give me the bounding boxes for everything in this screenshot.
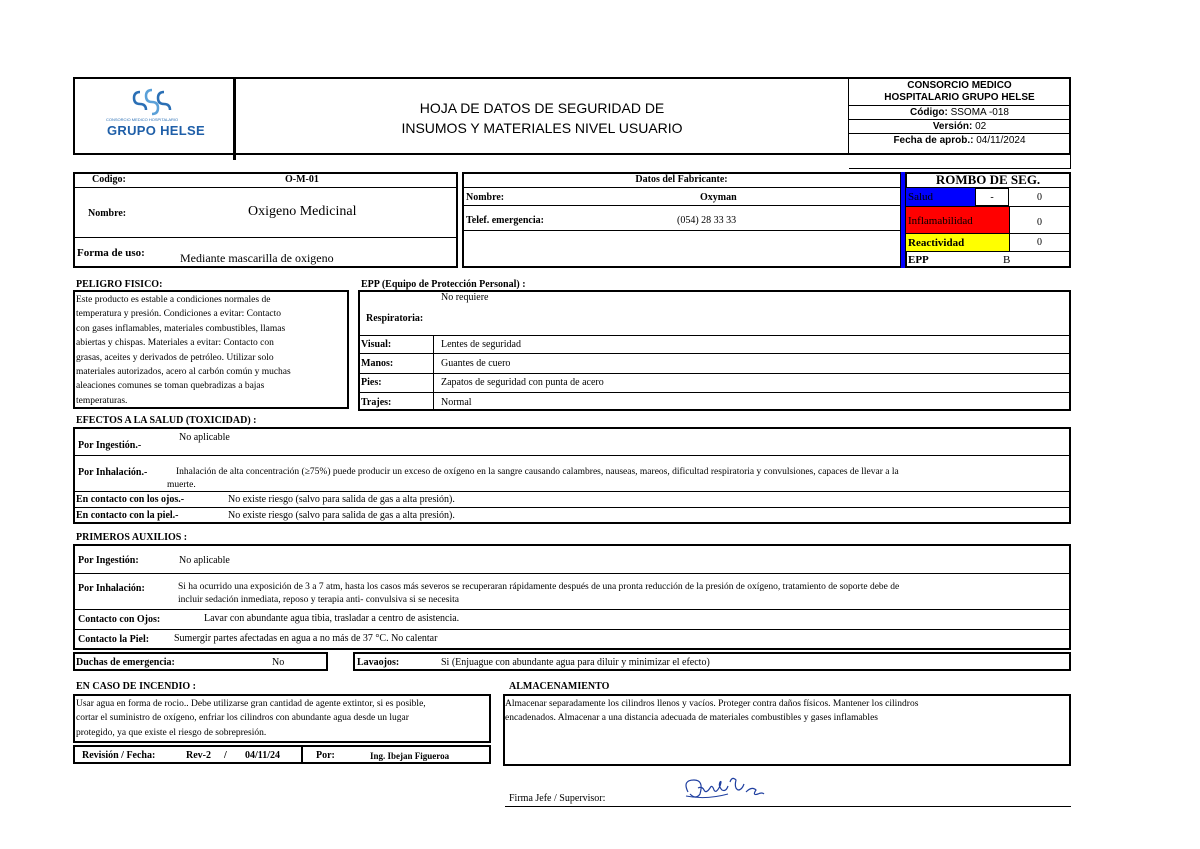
product-rule-2 [74, 237, 457, 238]
org-line2: HOSPITALARIO GRUPO HELSE [884, 92, 1035, 103]
peligro-text [76, 293, 348, 408]
efectos-inhalacion-line2: muerte. [167, 480, 196, 490]
doc-date [849, 135, 1070, 147]
efectos-piel-label: En contacto con la piel.- [76, 510, 179, 521]
primeros-inhalacion-line2: incluir sedación inmediata, reposo y terapia anti- convulsiva si se necesita [178, 595, 459, 605]
primeros-ingestion-label: Por Ingestión: [78, 555, 139, 566]
primeros-inhalacion-line1: Si ha ocurrido una exposición de 3 a 7 atm, hasta los casos más severos se recuperaran rápidamente después de una pronta reducción de la presión de oxígeno, tratamiento de soporte debe de [178, 582, 900, 592]
salud-value: 0 [1037, 192, 1042, 203]
revision-label: Revisión / Fecha: [82, 750, 156, 761]
emergency-phone-label: Telef. emergencia: [466, 215, 544, 226]
epp-rombo-value: B [1003, 254, 1011, 266]
epp-trajes-label: Trajes: [361, 397, 392, 408]
epp-manos-value: Guantes de cuero [441, 358, 511, 369]
product-rule-1 [74, 187, 457, 188]
page-title-line2: INSUMOS Y MATERIALES NIVEL USUARIO [401, 120, 683, 136]
revision-divider-1 [301, 746, 303, 763]
epp-rule-2 [359, 353, 1070, 354]
inflam-value: 0 [1037, 217, 1042, 228]
efectos-ojos-label: En contacto con los ojos.- [76, 494, 185, 505]
primeros-rule-1 [74, 573, 1070, 574]
doc-date-value: 04/11/2024 [976, 135, 1026, 146]
duchas-value: No [272, 657, 285, 668]
epp-pies-value: Zapatos de seguridad con punta de acero [441, 377, 604, 388]
logo-mark-icon [100, 86, 210, 116]
primeros-piel-value: Sumergir partes afectadas en agua a no más de 37 °C. No calentar [174, 633, 438, 644]
manufacturer-title: Datos del Fabricante: [635, 174, 728, 185]
doc-code-label: Código: [910, 107, 948, 118]
primeros-title: PRIMEROS AUXILIOS : [76, 532, 188, 543]
peligro-title: PELIGRO FISICO: [76, 279, 163, 290]
incendio-title: EN CASO DE INCENDIO : [76, 681, 197, 692]
doc-version-value: 02 [975, 121, 987, 132]
product-code-label: Codigo: [92, 174, 126, 185]
incendio-text [76, 697, 490, 740]
almacenamiento-line: Almacenar separadamente los cilindros llenos y vacíos. Proteger contra daños físicos. Mantener los cilindros [505, 699, 919, 709]
revision-por-label: Por: [316, 750, 335, 761]
primeros-rule-3 [74, 629, 1070, 630]
efectos-title: EFECTOS A LA SALUD (TOXICIDAD) : [76, 415, 257, 426]
doc-code [849, 107, 1070, 119]
primeros-ingestion-value: No aplicable [179, 555, 230, 566]
doc-code-value: SSOMA -018 [950, 107, 1009, 118]
manufacturer-rule-3 [463, 230, 900, 231]
almacenamiento-text [505, 697, 1069, 726]
epp-visual-label: Visual: [361, 339, 392, 350]
epp-rule-1 [359, 335, 1070, 336]
epp-trajes-value: Normal [441, 397, 472, 408]
doc-version-label: Versión: [932, 121, 973, 132]
efectos-ingestion-value: No aplicable [179, 432, 230, 443]
usage-label: Forma de uso: [77, 247, 145, 259]
epp-respiratoria-label: Respiratoria: [366, 313, 424, 324]
react-label: Reactividad [908, 237, 965, 249]
epp-visual-value: Lentes de seguridad [441, 339, 521, 350]
peligro-line: materiales autorizados, acero al carbón común y muchas [76, 367, 291, 378]
primeros-ojos-label: Contacto con Ojos: [78, 614, 161, 625]
manufacturer-rule-1 [463, 187, 900, 188]
header-right-rule-3 [849, 133, 1070, 134]
incendio-line: protegido, ya que existe el riesgo de sobrepresión. [76, 727, 267, 738]
primeros-inhalacion-label: Por Inhalación: [78, 583, 145, 594]
emergency-phone-value: (054) 28 33 33 [677, 215, 737, 226]
epp-pies-label: Pies: [361, 377, 382, 388]
peligro-line: grasas, aceites y derivados de petróleo. Utilizar solo [76, 352, 274, 363]
peligro-line: temperaturas. [76, 395, 128, 406]
header-right-rule-1 [849, 105, 1070, 106]
company-logo [100, 86, 210, 146]
rombo-title: ROMBO DE SEG. [935, 172, 1041, 187]
signature [680, 774, 772, 804]
primeros-ojos-value: Lavar con abundante agua tibia, trasladar a centro de asistencia. [204, 613, 460, 624]
signature-scribble-icon [680, 774, 772, 804]
logo-subtext: CONSORCIO MEDICO HOSPITALARIO [106, 117, 179, 122]
incendio-line: cortar el suministro de oxígeno, enfriar los cilindros con abundante agua desde un lugar [76, 713, 409, 724]
primeros-piel-label: Contacto la Piel: [78, 634, 150, 645]
header-bottom-rule [849, 168, 1071, 169]
product-name-value: Oxigeno Medicinal [248, 204, 357, 219]
revision-date: 04/11/24 [245, 750, 281, 761]
doc-version [849, 121, 1070, 133]
doc-date-label: Fecha de aprob.: [893, 135, 974, 146]
epp-rombo-label: EPP [908, 254, 929, 266]
salud-label: Salud [908, 191, 934, 203]
header-divider-left [233, 78, 236, 160]
epp-rule-4 [359, 392, 1070, 393]
signature-label: Firma Jefe / Supervisor: [509, 793, 606, 804]
epp-title: EPP (Equipo de Protección Personal) : [361, 279, 526, 290]
peligro-line: con gases inflamables, materiales combustibles, llamas [76, 323, 286, 334]
efectos-ojos-value: No existe riesgo (salvo para salida de gas a alta presión). [228, 494, 455, 505]
efectos-rule-2 [74, 491, 1070, 492]
lavaojos-value: Si (Enjuague con abundante agua para diluir y minimizar el efecto) [441, 657, 710, 668]
product-code-value: O-M-01 [285, 174, 319, 185]
peligro-line: aleaciones comunes se toman quebradizas a bajas [76, 381, 265, 392]
header-right-edge [1070, 154, 1071, 168]
header-right-rule-2 [849, 119, 1070, 120]
revision-value: Rev-2 [186, 750, 211, 761]
peligro-line: temperatura y presión. Condiciones a evitar: Contacto [76, 309, 281, 320]
manufacturer-name-value: Oxyman [700, 192, 737, 203]
efectos-rule-3 [74, 507, 1070, 508]
duchas-label: Duchas de emergencia: [76, 657, 175, 668]
manufacturer-rule-2 [463, 205, 900, 206]
lavaojos-label: Lavaojos: [357, 657, 400, 668]
signature-line [505, 806, 1071, 807]
efectos-rule-1 [74, 455, 1070, 456]
manufacturer-name-label: Nombre: [466, 192, 505, 203]
peligro-line: abiertas y chispas. Materiales a evitar: Contacto con [76, 338, 274, 349]
product-name-label: Nombre: [88, 208, 127, 219]
page-title-line1: HOJA DE DATOS DE SEGURIDAD DE [419, 100, 665, 116]
efectos-inhalacion-label: Por Inhalación.- [78, 467, 148, 478]
epp-manos-label: Manos: [361, 358, 394, 369]
rombo-rule-4 [906, 251, 1070, 252]
almacenamiento-title: ALMACENAMIENTO [509, 681, 610, 692]
almacenamiento-line: encadenados. Almacenar a una distancia adecuada de materiales combustibles y gases inflamables [505, 713, 878, 724]
efectos-ingestion-label: Por Ingestión.- [78, 440, 142, 451]
efectos-inhalacion-line1: Inhalación de alta concentración (≥75%) puede producir un exceso de oxígeno en la sangre causando calambres, nauseas, mareos, dificultad respiratoria y convulsiones, capaces de llevar a la [176, 467, 899, 477]
epp-rule-3 [359, 373, 1070, 374]
primeros-rule-2 [74, 609, 1070, 610]
inflam-label: Inflamabilidad [908, 215, 973, 227]
epp-respiratoria-value: No requiere [441, 292, 489, 303]
org-line1: CONSORCIO MEDICO [907, 80, 1012, 91]
revision-slash: / [224, 750, 227, 761]
react-value: 0 [1037, 237, 1042, 248]
efectos-piel-value: No existe riesgo (salvo para salida de gas a alta presión). [228, 510, 455, 521]
salud-mid: - [990, 192, 994, 203]
peligro-line: Este producto es estable a condiciones normales de [76, 295, 271, 305]
logo-text: GRUPO HELSE [107, 123, 205, 138]
incendio-line: Usar agua en forma de rocio.. Debe utilizarse gran cantidad de agente extintor, si es posible, [76, 699, 426, 709]
revision-por-value: Ing. Ibejan Figueroa [370, 751, 450, 761]
usage-value: Mediante mascarilla de oxigeno [180, 251, 334, 265]
